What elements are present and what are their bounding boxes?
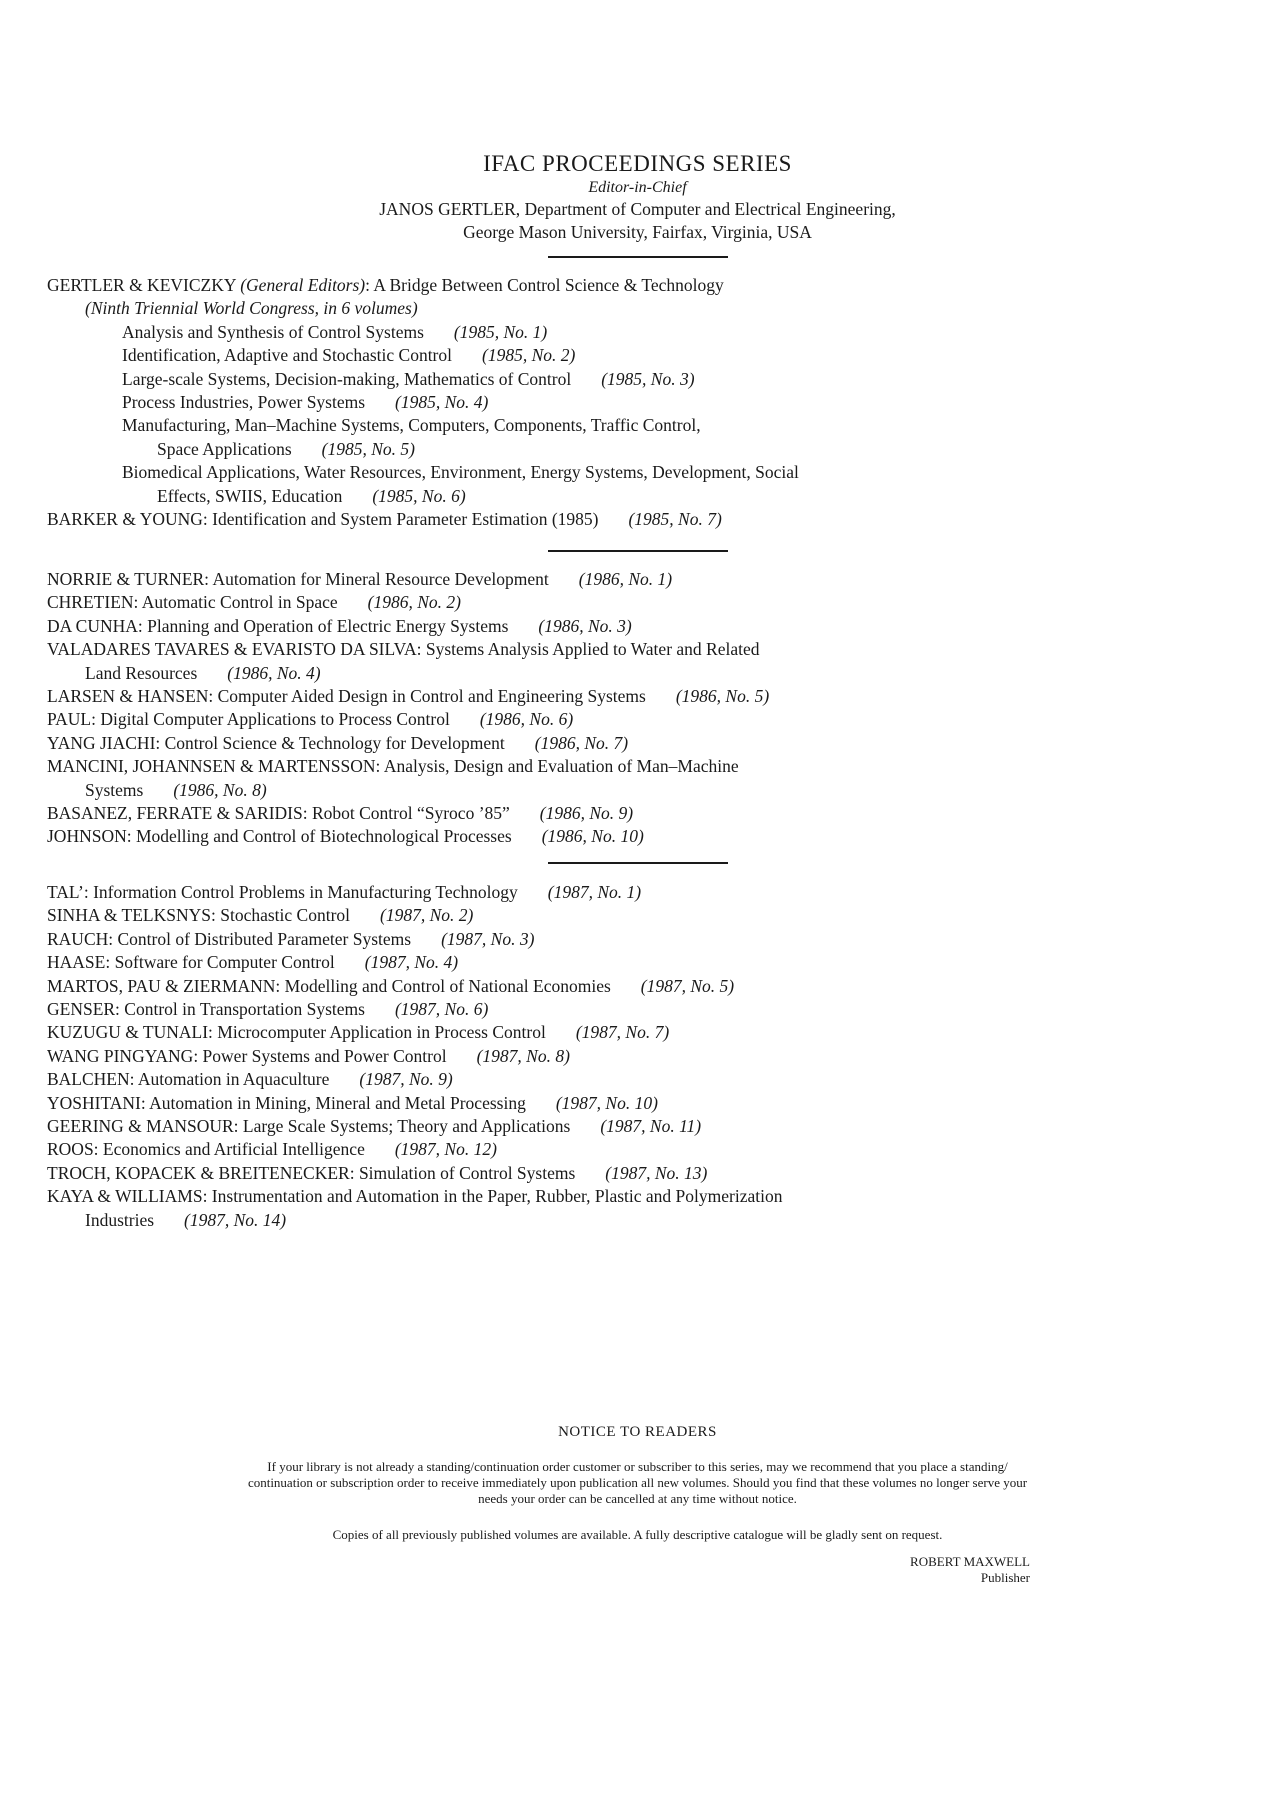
- list-item: [47, 638, 1247, 661]
- entry-text: TAL’: Information Control Problems in Manufacturing Technology: [47, 882, 518, 902]
- volume-list-1987: [47, 881, 1247, 1232]
- entry-text: DA CUNHA: Planning and Operation of Electric Energy Systems: [47, 615, 509, 636]
- list-item: [47, 928, 1247, 951]
- entry-text-continued: Land Resources: [85, 662, 198, 683]
- entry-text: WANG PINGYANG: Power Systems and Power Control: [47, 1045, 447, 1066]
- list-item: [47, 414, 1247, 437]
- entry-authors: GERTLER & KEVICZKY: [47, 275, 236, 295]
- entry-text: HAASE: Software for Computer Control: [47, 952, 335, 973]
- editor-role: Editor-in-Chief: [588, 179, 687, 196]
- list-item: [47, 344, 1247, 367]
- entry-citation: (1986, No. 10): [541, 826, 644, 847]
- list-item: [47, 975, 1247, 998]
- list-item: [47, 461, 1247, 484]
- list-item-continuation: [47, 662, 1247, 685]
- entry-citation: (1986, No. 9): [539, 803, 634, 824]
- list-item: [47, 508, 1247, 531]
- entry-text: YANG JIACHI: Control Science & Technology for Development: [47, 732, 505, 753]
- entry-text: SINHA & TELKSNYS: Stochastic Control: [47, 905, 351, 926]
- entry-citation: (1986, No. 7): [534, 732, 629, 753]
- list-item: [47, 825, 1247, 848]
- list-item: [47, 391, 1247, 414]
- entry-citation: (1987, No. 3): [441, 928, 535, 949]
- list-item: [47, 1021, 1247, 1044]
- volume-title: Identification, Adaptive and Stochastic Control: [122, 345, 452, 366]
- list-item: [47, 274, 1247, 297]
- volume-list-1985: [47, 274, 1247, 531]
- entry-citation: (1987, No. 6): [394, 999, 489, 1020]
- list-item: [47, 568, 1247, 591]
- volume-citation: (1985, No. 5): [321, 438, 415, 459]
- entry-citation: (1986, No. 2): [367, 592, 461, 613]
- entry-text: PAUL: Digital Computer Applications to Process Control: [47, 709, 450, 730]
- entry-text: MARTOS, PAU & ZIERMANN: Modelling and Control of National Economies: [47, 975, 611, 996]
- entry-text: KUZUGU & TUNALI: Microcomputer Application in Process Control: [47, 1022, 546, 1043]
- list-item: [47, 1138, 1247, 1161]
- entry-citation: (1985, No. 7): [628, 509, 722, 530]
- list-item: [47, 591, 1247, 614]
- signer-name: ROBERT MAXWELL: [910, 1554, 1030, 1569]
- notice-line: continuation or subscription order to receive immediately upon publication all new volumes. Should you find that these volumes no longer serve your: [247, 1475, 1028, 1490]
- entry-text: LARSEN & HANSEN: Computer Aided Design in Control and Engineering Systems: [47, 686, 646, 707]
- volume-citation: (1985, No. 6): [372, 485, 466, 506]
- entry-text: KAYA & WILLIAMS: Instrumentation and Automation in the Paper, Rubber, Plastic and Polymerization: [47, 1186, 783, 1207]
- list-item: [47, 685, 1247, 708]
- list-item: [47, 1115, 1247, 1138]
- notice-title: NOTICE TO READERS: [558, 1424, 717, 1440]
- entry-text-continued: Systems: [85, 779, 144, 800]
- entry-citation: (1986, No. 4): [227, 662, 321, 683]
- entry-citation: (1986, No. 3): [538, 615, 632, 636]
- list-item-continuation: [47, 438, 1247, 461]
- list-item: [47, 732, 1247, 755]
- list-item: [47, 881, 1247, 904]
- list-item: [47, 998, 1247, 1021]
- list-item: [47, 368, 1247, 391]
- entry-citation: (1986, No. 1): [578, 569, 673, 589]
- entry-citation: (1987, No. 7): [575, 1022, 670, 1043]
- entry-text: GENSER: Control in Transportation Systems: [47, 999, 365, 1020]
- volume-title: Analysis and Synthesis of Control Systems: [122, 321, 424, 342]
- volume-citation: (1985, No. 2): [482, 345, 576, 366]
- publisher-signoff: [910, 1554, 1030, 1586]
- volume-title-continued: Space Applications: [157, 438, 292, 459]
- entry-citation: (1987, No. 4): [364, 952, 459, 973]
- notice-paragraph: [60, 1459, 1215, 1507]
- volume-title: Biomedical Applications, Water Resources, Environment, Energy Systems, Development, Social: [122, 462, 799, 483]
- list-item: [47, 904, 1247, 927]
- entry-text: GEERING & MANSOUR: Large Scale Systems; Theory and Applications: [47, 1116, 571, 1137]
- entry-text: VALADARES TAVARES & EVARISTO DA SILVA: Systems Analysis Applied to Water and Related: [47, 639, 760, 660]
- entry-citation: (1987, No. 8): [476, 1045, 570, 1066]
- entry-citation: (1986, No. 8): [173, 779, 267, 800]
- entry-text: YOSHITANI: Automation in Mining, Mineral and Metal Processing: [47, 1092, 526, 1113]
- entry-citation: (1987, No. 13): [605, 1162, 708, 1183]
- entry-text: ROOS: Economics and Artificial Intelligence: [47, 1139, 365, 1160]
- list-item: [47, 802, 1247, 825]
- signer-title: Publisher: [980, 1570, 1030, 1585]
- entry-text: CHRETIEN: Automatic Control in Space: [47, 592, 338, 613]
- list-item: [47, 951, 1247, 974]
- volume-citation: (1985, No. 4): [395, 392, 489, 413]
- entry-title: : A Bridge Between Control Science & Technology: [365, 275, 724, 295]
- entry-citation: (1987, No. 11): [600, 1116, 702, 1137]
- volume-citation: (1985, No. 3): [601, 368, 695, 389]
- list-item: [47, 755, 1247, 778]
- entry-citation: (1987, No. 14): [184, 1209, 287, 1230]
- list-item: [47, 1068, 1247, 1091]
- list-item: [47, 1185, 1247, 1208]
- notice-line: needs your order can be cancelled at any time without notice.: [478, 1491, 797, 1506]
- list-item: [47, 708, 1247, 731]
- divider-rule: [548, 256, 728, 258]
- divider-rule: [548, 862, 728, 864]
- entry-citation: (1987, No. 2): [380, 905, 474, 926]
- series-header: [0, 150, 1275, 244]
- entry-text: MANCINI, JOHANNSEN & MARTENSSON: Analysis, Design and Evaluation of Man–Machine: [47, 756, 739, 777]
- entry-text: JOHNSON: Modelling and Control of Biotechnological Processes: [47, 826, 512, 847]
- notice-line: If your library is not already a standing/continuation order customer or subscriber to this series, may we recommend that you place a standing/: [267, 1459, 1008, 1474]
- list-item-continuation: [47, 779, 1247, 802]
- notice-to-readers: [60, 1424, 1215, 1563]
- volume-title-continued: Effects, SWIIS, Education: [157, 485, 343, 506]
- list-item: [47, 1092, 1247, 1115]
- list-item: [47, 321, 1247, 344]
- editor-affiliation-line-1: JANOS GERTLER, Department of Computer and Electrical Engineering,: [379, 199, 896, 219]
- entry-citation: (1987, No. 5): [640, 975, 735, 996]
- notice-paragraph: Copies of all previously published volumes are available. A fully descriptive catalogue will be gladly sent on request.: [332, 1527, 943, 1542]
- list-item-continuation: [47, 485, 1247, 508]
- entry-text: RAUCH: Control of Distributed Parameter Systems: [47, 928, 412, 949]
- volume-list-1986: [47, 568, 1247, 849]
- series-title: IFAC PROCEEDINGS SERIES: [483, 151, 792, 176]
- entry-citation: (1987, No. 10): [555, 1092, 658, 1113]
- divider-rule: [548, 550, 728, 552]
- list-item: [47, 1045, 1247, 1068]
- entry-citation: (1987, No. 12): [394, 1139, 497, 1160]
- entry-text-continued: Industries: [85, 1209, 155, 1230]
- volume-citation: (1985, No. 1): [453, 321, 548, 342]
- entry-subtitle: (Ninth Triennial World Congress, in 6 volumes): [85, 298, 418, 319]
- list-item: [47, 1162, 1247, 1185]
- editor-affiliation-line-2: George Mason University, Fairfax, Virginia, USA: [463, 222, 812, 242]
- volume-title: Large-scale Systems, Decision-making, Mathematics of Control: [122, 368, 572, 389]
- entry-text: NORRIE & TURNER: Automation for Mineral Resource Development: [47, 569, 549, 589]
- entry-text: BALCHEN: Automation in Aquaculture: [47, 1069, 330, 1090]
- list-item: [47, 615, 1247, 638]
- volume-title: Process Industries, Power Systems: [122, 392, 366, 413]
- volume-title: Manufacturing, Man–Machine Systems, Computers, Components, Traffic Control,: [122, 415, 701, 436]
- entry-editors-note: (General Editors): [240, 275, 366, 295]
- entry-text: TROCH, KOPACEK & BREITENECKER: Simulation of Control Systems: [47, 1162, 576, 1183]
- entry-text: BARKER & YOUNG: Identification and System Parameter Estimation (1985): [47, 509, 599, 530]
- entry-citation: (1986, No. 5): [675, 686, 770, 707]
- entry-citation: (1987, No. 1): [547, 882, 642, 902]
- entry-text: BASANEZ, FERRATE & SARIDIS: Robot Control “Syroco ’85”: [47, 803, 510, 824]
- entry-citation: (1987, No. 9): [359, 1069, 453, 1090]
- entry-citation: (1986, No. 6): [479, 709, 574, 730]
- list-item-continuation: [47, 1209, 1247, 1232]
